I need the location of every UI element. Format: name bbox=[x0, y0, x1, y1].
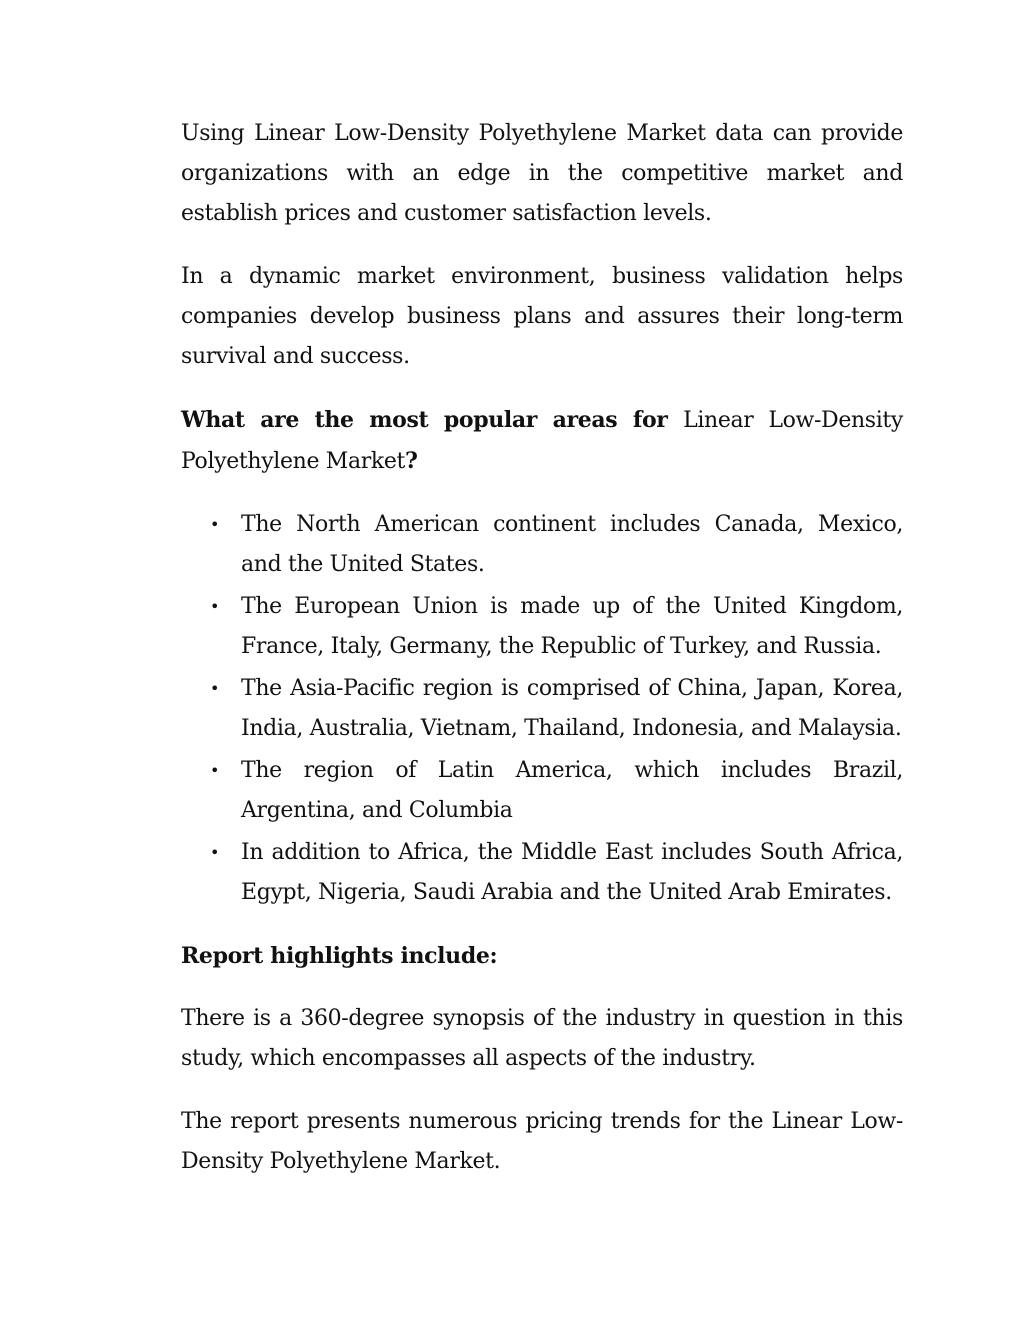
bullet-icon: • bbox=[210, 761, 220, 780]
list-item bbox=[210, 669, 903, 749]
bullet-icon: • bbox=[210, 843, 220, 862]
list-item bbox=[210, 505, 903, 585]
list-item-text: The Asia-Pacific region is comprised of China, Japan, Korea, India, Australia, Vietnam, Thailand, Indonesia, and Malaysia. bbox=[241, 676, 903, 741]
list-item-text: In addition to Africa, the Middle East includes South Africa, Egypt, Nigeria, Saudi Arabia and the United Arab Emirates. bbox=[241, 840, 903, 905]
bullet-icon: • bbox=[210, 679, 220, 698]
list-item bbox=[210, 833, 903, 913]
question-bold-text: What are the most popular areas for bbox=[181, 407, 684, 433]
regions-question-heading bbox=[181, 400, 903, 482]
synopsis-paragraph: There is a 360-degree synopsis of the industry in question in this study, which encompasses all aspects of the industry. bbox=[181, 1006, 903, 1071]
question-market-name: Linear Low-Density Polyethylene Market bbox=[181, 408, 904, 474]
regions-list bbox=[181, 505, 903, 913]
list-item bbox=[210, 751, 903, 831]
validation-paragraph: In a dynamic market environment, business validation helps companies develop business plans and assures their long-term survival and success. bbox=[181, 264, 903, 369]
question-mark: ? bbox=[405, 448, 418, 474]
bullet-icon: • bbox=[210, 597, 220, 616]
document-page bbox=[181, 114, 903, 1205]
list-item-text: The North American continent includes Canada, Mexico, and the United States. bbox=[241, 512, 903, 577]
intro-paragraph: Using Linear Low-Density Polyethylene Market data can provide organizations with an edge in the competitive market and establish prices and customer satisfaction levels. bbox=[181, 121, 903, 226]
list-item-text: The region of Latin America, which includes Brazil, Argentina, and Columbia bbox=[241, 758, 903, 823]
highlights-heading: Report highlights include: bbox=[181, 943, 498, 969]
pricing-trends-paragraph: The report presents numerous pricing trends for the Linear Low-Density Polyethylene Market. bbox=[181, 1109, 903, 1174]
list-item bbox=[210, 587, 903, 667]
bullet-icon: • bbox=[210, 515, 220, 534]
list-item-text: The European Union is made up of the United Kingdom, France, Italy, Germany, the Republic of Turkey, and Russia. bbox=[241, 594, 903, 659]
